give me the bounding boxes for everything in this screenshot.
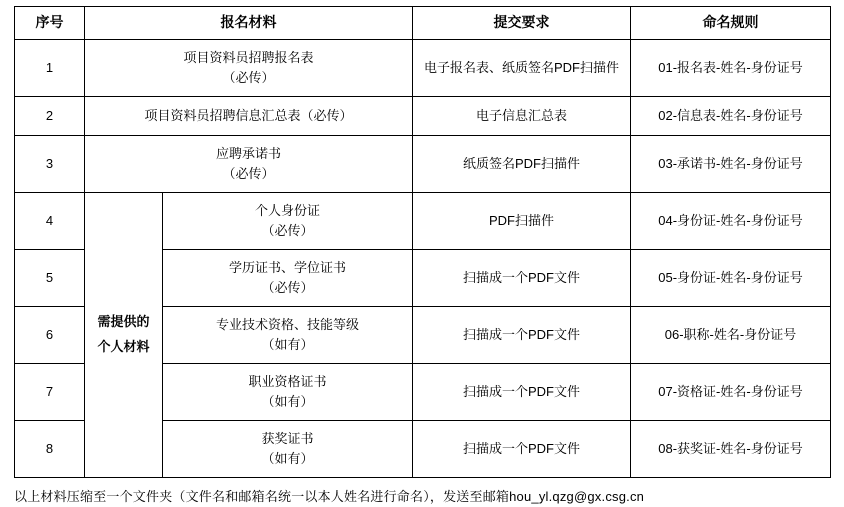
cell-naming: 02-信息表-姓名-身份证号 [631,97,831,136]
material-note: （必传） [261,280,314,295]
cell-material [163,250,413,307]
column-header-naming: 命名规则 [631,7,831,40]
cell-naming: 01-报名表-姓名-身份证号 [631,40,831,97]
cell-seq: 5 [15,250,85,307]
cell-seq: 1 [15,40,85,97]
column-header-seq: 序号 [15,7,85,40]
footnote-text: 以上材料压缩至一个文件夹（文件名和邮箱名统一以本人姓名进行命名），发送至邮箱hou_yl.qzg@gx.csg.cn [14,489,645,504]
table-header-row [15,7,831,40]
table-row [15,97,831,136]
material-note: （必传） [222,70,275,85]
material-title: 专业技术资格、技能等级 [215,316,359,332]
cell-seq: 8 [15,421,85,478]
cell-material [163,421,413,478]
cell-seq: 7 [15,364,85,421]
material-title: 职业资格证书 [248,373,327,389]
cell-naming: 07-资格证-姓名-身份证号 [631,364,831,421]
material-note: （必传） [222,166,275,181]
table-body [15,40,831,478]
cell-seq: 2 [15,97,85,136]
cell-naming: 04-身份证-姓名-身份证号 [631,193,831,250]
cell-material [163,307,413,364]
cell-seq: 3 [15,136,85,193]
cell-requirement: 扫描成一个PDF文件 [413,307,631,364]
material-title: 获奖证书 [261,430,314,446]
cell-material [163,364,413,421]
cell-requirement: 电子报名表、纸质签名PDF扫描件 [413,40,631,97]
cell-requirement: 纸质签名PDF扫描件 [413,136,631,193]
cell-material [85,40,413,97]
cell-requirement: 电子信息汇总表 [413,97,631,136]
cell-material [85,97,413,136]
table-row [15,136,831,193]
group-label-line2: 个人材料 [97,339,150,354]
table-row [15,193,831,250]
cell-requirement: 扫描成一个PDF文件 [413,250,631,307]
material-title: 项目资料员招聘信息汇总表（必传） [144,107,353,123]
material-title: 个人身份证 [254,202,320,218]
column-header-requirement: 提交要求 [413,7,631,40]
material-title: 学历证书、学位证书 [228,259,346,275]
cell-requirement: 扫描成一个PDF文件 [413,364,631,421]
material-note: （如有） [261,337,314,352]
cell-material [85,136,413,193]
cell-naming: 05-身份证-姓名-身份证号 [631,250,831,307]
material-note: （如有） [261,394,314,409]
material-note: （如有） [261,451,314,466]
cell-seq: 4 [15,193,85,250]
group-label-line1: 需提供的 [97,314,150,330]
column-header-material: 报名材料 [85,7,413,40]
material-note: （必传） [261,223,314,238]
cell-requirement: PDF扫描件 [413,193,631,250]
cell-naming: 03-承诺书-姓名-身份证号 [631,136,831,193]
material-title: 项目资料员招聘报名表 [183,49,314,65]
material-title: 应聘承诺书 [215,145,281,161]
table-row [15,40,831,97]
cell-naming: 08-获奖证-姓名-身份证号 [631,421,831,478]
application-materials-table [14,6,831,478]
table-header [15,7,831,40]
cell-naming: 06-职称-姓名-身份证号 [631,307,831,364]
cell-group-personal-materials [85,193,163,478]
cell-requirement: 扫描成一个PDF文件 [413,421,631,478]
cell-seq: 6 [15,307,85,364]
cell-material [163,193,413,250]
